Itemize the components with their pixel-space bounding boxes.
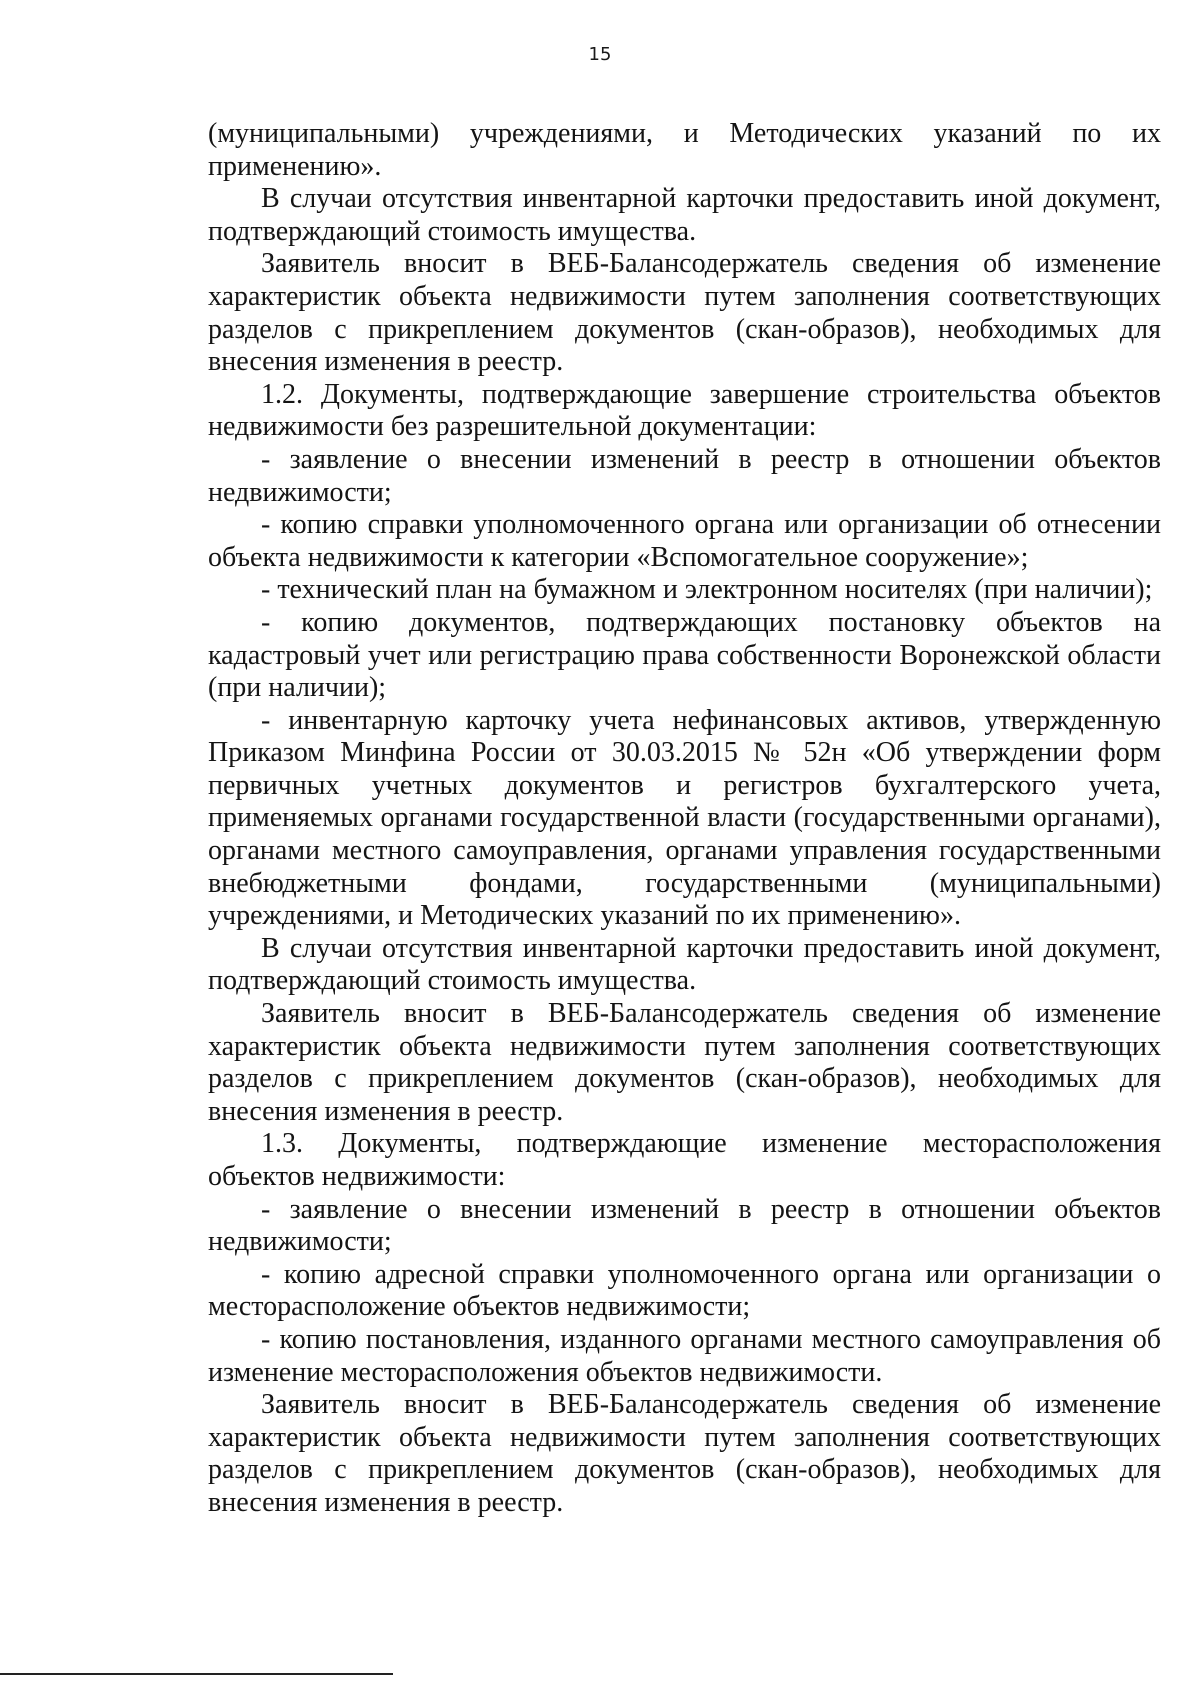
document-body	[208, 118, 1161, 1520]
paragraph-applicant-note: Заявитель вносит в ВЕБ-Балансодержатель сведения об изменение характеристик объекта недвижимости путем заполнения соответствующих разделов с прикреплением документов (скан-образов), необходимых для внесения изменения в реестр.	[208, 248, 1161, 378]
paragraph-applicant-note: Заявитель вносит в ВЕБ-Балансодержатель сведения об изменение характеристик объекта недвижимости путем заполнения соответствующих разделов с прикреплением документов (скан-образов), необходимых для внесения изменения в реестр.	[208, 1389, 1161, 1518]
list-item: - копию документов, подтверждающих постановку объектов на кадастровый учет или регистрацию права собственности Воронежской области (при наличии);	[208, 606, 1161, 704]
list-item: - копию адресной справки уполномоченного органа или организации о месторасположение объектов недвижимости;	[208, 1258, 1161, 1323]
paragraph-no-card-note: В случаи отсутствия инвентарной карточки предоставить иной документ, подтверждающий стоимость имущества.	[208, 183, 1161, 247]
section-heading-1-3: 1.3. Документы, подтверждающие изменение месторасположения объектов недвижимости:	[208, 1128, 1161, 1192]
list-item: - заявление о внесении изменений в реестр в отношении объектов недвижимости;	[208, 443, 1161, 508]
section-heading-1-2: 1.2. Документы, подтверждающие завершение строительства объектов недвижимости без разрешительной документации:	[208, 378, 1161, 443]
footnote-divider	[0, 1673, 393, 1675]
paragraph-continuation: (муниципальными) учреждениями, и Методических указаний по их применению».	[208, 118, 1161, 182]
list-item: - копию постановления, изданного органами местного самоуправления об изменение месторасположения объектов недвижимости.	[208, 1323, 1161, 1388]
list-item: - инвентарную карточку учета нефинансовых активов, утвержденную Приказом Минфина России от 30.03.2015 № 52н «Об утверждении форм первичных учетных документов и регистров бухгалтерского учета, применяемых органами государственной власти (государственными органами), органами местного самоуправления, органами управления государственными внебюджетными фондами, государственными (муниципальными) учреждениями, и Методических указаний по их применению».	[208, 704, 1161, 932]
paragraph-applicant-note: Заявитель вносит в ВЕБ-Балансодержатель сведения об изменение характеристик объекта недвижимости путем заполнения соответствующих разделов с прикреплением документов (скан-образов), необходимых для внесения изменения в реестр.	[208, 998, 1161, 1127]
list-item: - копию справки уполномоченного органа или организации об отнесении объекта недвижимости к категории «Вспомогательное сооружение»;	[208, 509, 1161, 573]
page-number: 15	[588, 44, 612, 65]
list-item: - заявление о внесении изменений в реестр в отношении объектов недвижимости;	[208, 1193, 1161, 1258]
list-item: - технический план на бумажном и электронном носителях (при наличии);	[261, 574, 1153, 606]
paragraph-no-card-note: В случаи отсутствия инвентарной карточки предоставить иной документ, подтверждающий стоимость имущества.	[208, 932, 1161, 997]
